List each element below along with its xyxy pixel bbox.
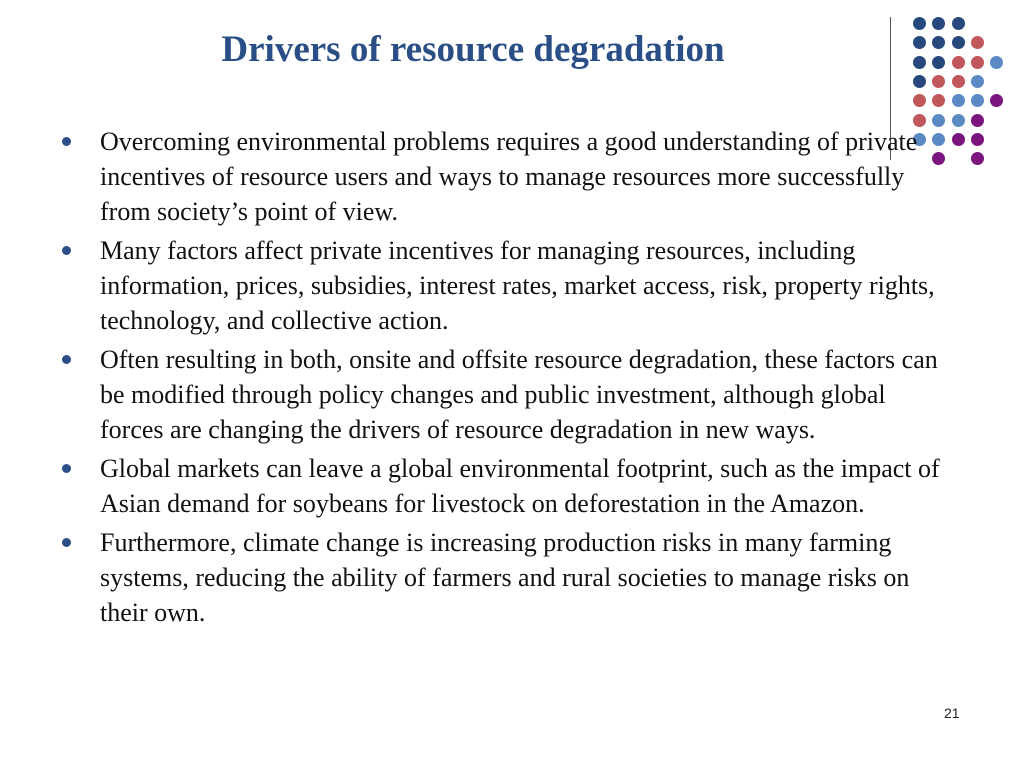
decorative-dot xyxy=(913,94,926,107)
bullet-item xyxy=(0,525,950,630)
decorative-dot xyxy=(952,75,965,88)
decorative-dot xyxy=(952,56,965,69)
bullet-text: Often resulting in both, onsite and offsite resource degradation, these factors can be modified through policy changes and public investment, although global forces are changing the drivers of resource degradation in new ways. xyxy=(100,345,938,444)
bullet-item xyxy=(0,451,950,521)
decorative-dot xyxy=(932,56,945,69)
bullet-text: Many factors affect private incentives for managing resources, including information, prices, subsidies, interest rates, market access, risk, property rights, technology, and collective action. xyxy=(100,236,935,335)
bullet-item xyxy=(0,342,950,447)
bullet-item xyxy=(0,124,950,229)
bullet-item xyxy=(0,233,950,338)
decorative-dot xyxy=(952,17,965,30)
decorative-dot xyxy=(990,56,1003,69)
bullet-list xyxy=(0,124,1024,634)
bullet-text: Overcoming environmental problems requires a good understanding of private incentives of resource users and ways to manage resources more successfully from society’s point of view. xyxy=(100,127,918,226)
decorative-dot xyxy=(971,75,984,88)
decorative-dot xyxy=(932,17,945,30)
bullet-marker-icon xyxy=(62,137,71,146)
bullet-marker-icon xyxy=(62,538,71,547)
decorative-dot xyxy=(971,36,984,49)
slide-title: Drivers of resource degradation xyxy=(221,29,725,70)
decorative-dot xyxy=(952,36,965,49)
decorative-dot xyxy=(971,94,984,107)
decorative-dot xyxy=(932,94,945,107)
decorative-dot xyxy=(990,94,1003,107)
page-number: 21 xyxy=(944,705,960,721)
decorative-dot xyxy=(913,17,926,30)
decorative-dot xyxy=(932,75,945,88)
decorative-dot xyxy=(952,94,965,107)
bullet-marker-icon xyxy=(62,246,71,255)
decorative-dot xyxy=(932,36,945,49)
bullet-marker-icon xyxy=(62,355,71,364)
decorative-dot xyxy=(971,56,984,69)
decorative-dot xyxy=(913,75,926,88)
bullet-text: Furthermore, climate change is increasing production risks in many farming systems, reducing the ability of farmers and rural societies to manage risks on their own. xyxy=(100,528,910,627)
decorative-dot xyxy=(913,56,926,69)
decorative-dot xyxy=(913,36,926,49)
bullet-marker-icon xyxy=(62,464,71,473)
bullet-text: Global markets can leave a global environmental footprint, such as the impact of Asian demand for soybeans for livestock on deforestation in the Amazon. xyxy=(100,454,940,518)
